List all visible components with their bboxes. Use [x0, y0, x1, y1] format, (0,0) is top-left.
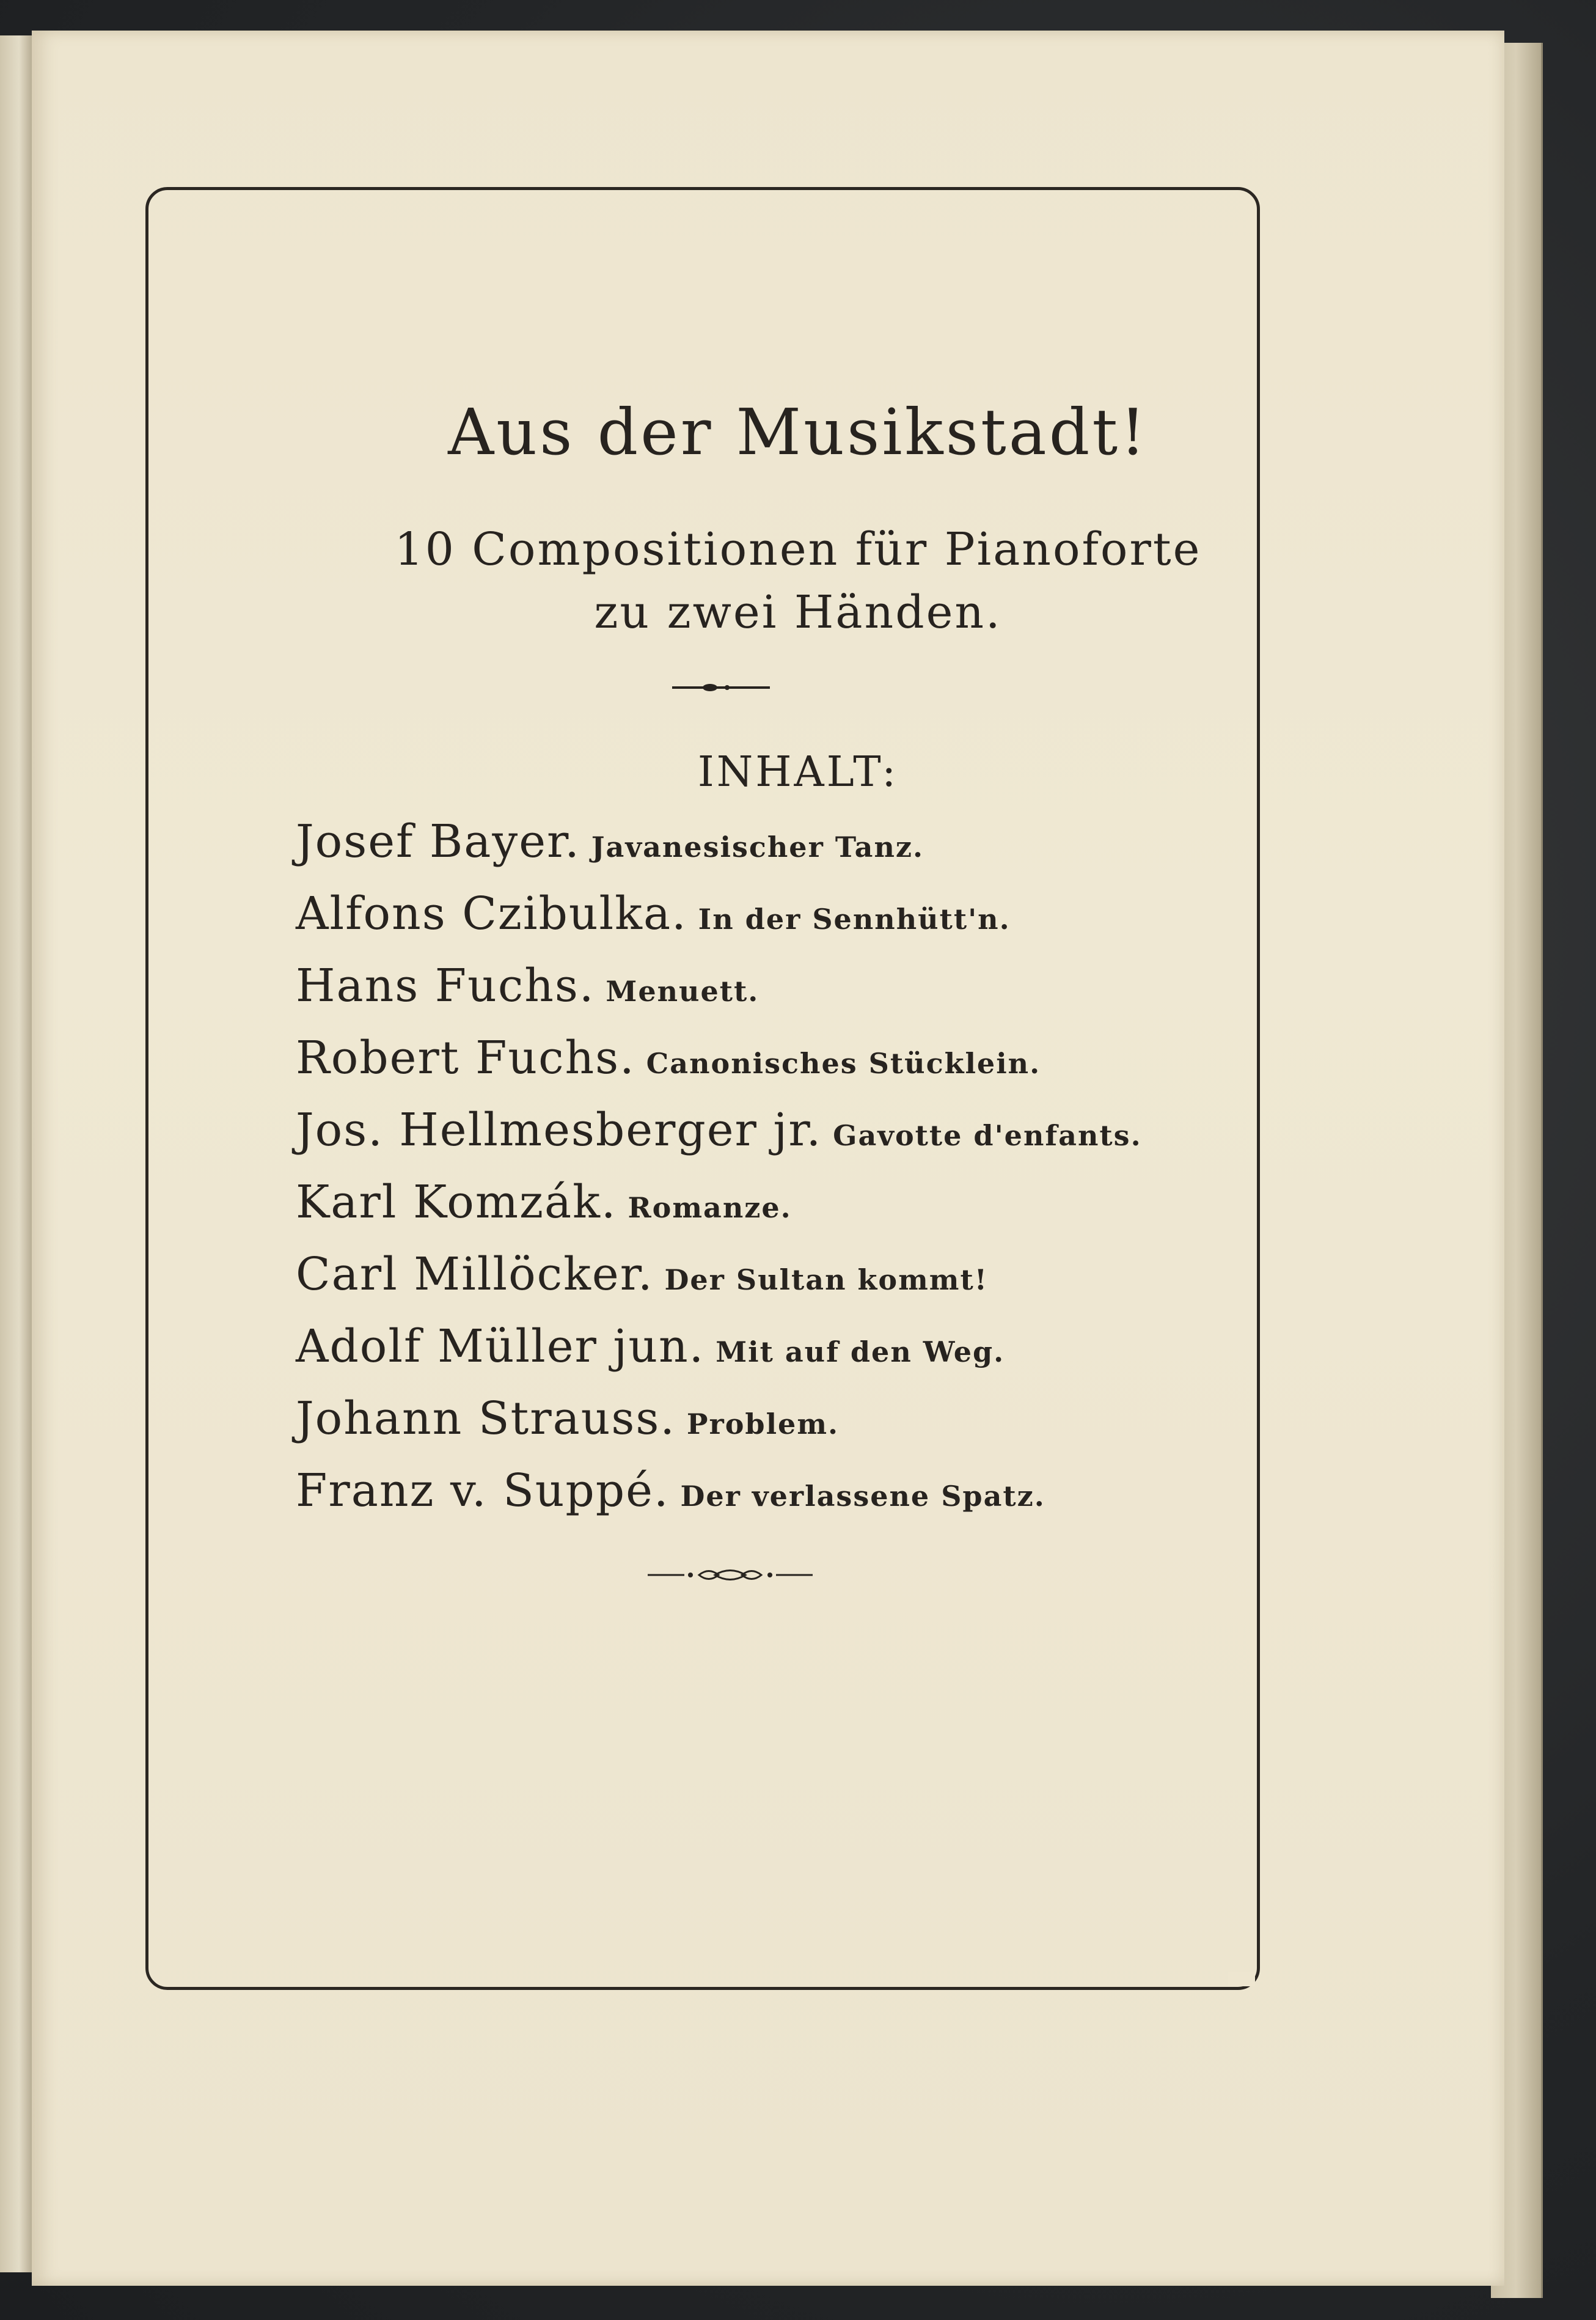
contents-entry — [296, 887, 1011, 940]
composer-name: Josef Bayer. — [296, 815, 580, 868]
subtitle-line-2: zu zwei Händen. — [594, 586, 1002, 639]
contents-entry — [296, 815, 924, 868]
piece-title: Romanze. — [628, 1191, 792, 1224]
composer-name: Adolf Müller jun. — [296, 1320, 705, 1373]
piece-title: Menuett. — [606, 975, 760, 1008]
composer-name: Robert Fuchs. — [296, 1032, 635, 1084]
piece-title: Problem. — [686, 1408, 840, 1441]
piece-title: Der Sultan kommt! — [664, 1263, 988, 1296]
piece-title: Javanesischer Tanz. — [591, 831, 924, 864]
contents-heading: INHALT: — [697, 748, 899, 796]
piece-title: Der verlassene Spatz. — [680, 1480, 1045, 1513]
composer-name: Carl Millöcker. — [296, 1248, 654, 1301]
composer-name: Johann Strauss. — [296, 1392, 676, 1445]
composer-name: Karl Komzák. — [296, 1176, 617, 1228]
bottom-ornament-divider — [648, 1566, 813, 1584]
composer-name: Hans Fuchs. — [296, 960, 595, 1012]
top-ornament-divider — [672, 681, 770, 694]
contents-entry — [296, 1464, 1045, 1517]
piece-title: Canonisches Stücklein. — [646, 1047, 1041, 1080]
composer-name: Franz v. Suppé. — [296, 1464, 670, 1517]
contents-entry — [296, 960, 760, 1012]
contents-entry — [296, 1104, 1142, 1156]
subtitle-line-1: 10 Compositionen für Pianoforte — [394, 523, 1202, 576]
left-page-edge — [0, 35, 32, 2272]
piece-title: Mit auf den Weg. — [716, 1335, 1005, 1368]
page-title: Aus der Musikstadt! — [448, 395, 1148, 469]
contents-entry — [296, 1248, 988, 1301]
frame-gap — [1228, 1972, 1255, 1986]
piece-title: In der Sennhütt'n. — [698, 903, 1011, 936]
contents-entry — [296, 1176, 792, 1228]
composer-name: Jos. Hellmesberger jr. — [296, 1104, 822, 1156]
composer-name: Alfons Czibulka. — [296, 887, 687, 940]
contents-entry — [296, 1392, 840, 1445]
contents-entry — [296, 1320, 1005, 1373]
piece-title: Gavotte d'enfants. — [833, 1119, 1142, 1152]
contents-entry — [296, 1032, 1041, 1084]
